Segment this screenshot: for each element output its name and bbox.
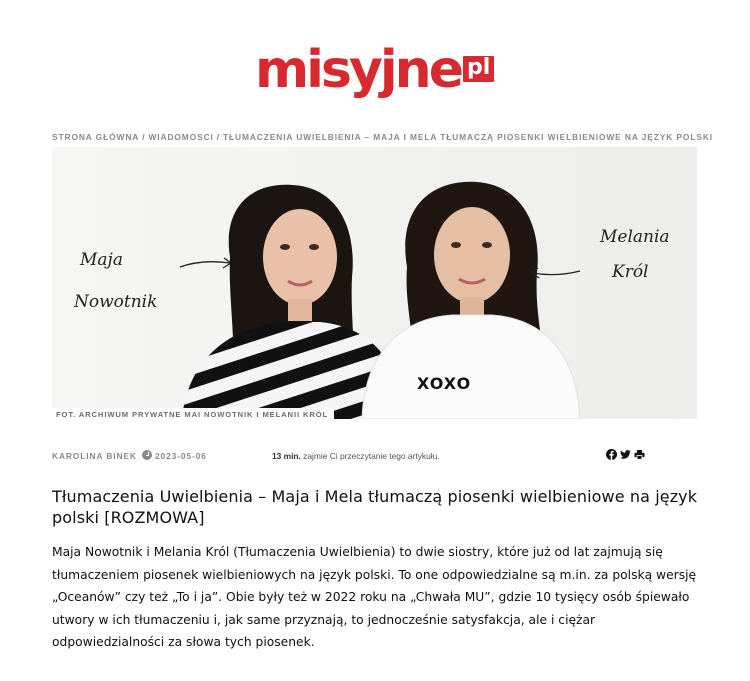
facebook-icon[interactable] [606, 449, 617, 460]
site-logo[interactable] [255, 40, 494, 100]
twitter-icon[interactable] [620, 449, 631, 460]
breadcrumb [52, 132, 712, 142]
logo-domain-badge: pl [463, 56, 494, 82]
hero-right-name-last: Król [612, 262, 649, 282]
breadcrumb-home[interactable]: STRONA GŁÓWNA [52, 132, 140, 142]
hero-shirt-text: XOXO [417, 374, 472, 393]
share-buttons [606, 449, 645, 460]
right-person-face [434, 207, 510, 303]
article-meta [52, 451, 697, 465]
reading-time-minutes: 13 min. [272, 451, 301, 461]
hero-left-name-last: Nowotnik [74, 292, 158, 312]
breadcrumb-current: TŁUMACZENIA UWIELBIENIA – MAJA I MELA TŁUMACZĄ PIOSENKI WIELBIENIOWE NA JĘZYK POLSKI [223, 132, 714, 142]
hero-right-name-first: Melania [600, 227, 670, 247]
article-title: Tłumaczenia Uwielbienia – Maja i Mela tłumaczą piosenki wielbieniowe na język polski [ROZMOWA] [52, 487, 698, 527]
logo-wordmark: misyjne [255, 40, 461, 100]
print-icon[interactable] [634, 449, 645, 460]
breadcrumb-separator: / [142, 132, 146, 142]
image-caption: FOT. ARCHIWUM PRYWATNE MAI NOWOTNIK I MELANII KRÓL [52, 408, 334, 420]
breadcrumb-category[interactable]: WIADOMOSCI [148, 132, 214, 142]
author-link[interactable]: KAROLINA BINEK [52, 451, 137, 461]
reading-time-suffix: zajmie Ci przeczytanie tego artykułu. [300, 451, 440, 461]
breadcrumb-separator: / [216, 132, 220, 142]
hero-photo [52, 147, 697, 419]
reading-time [272, 451, 440, 461]
left-person-face [263, 209, 337, 305]
hero-image [52, 147, 697, 419]
hero-left-name-first: Maja [80, 250, 123, 270]
publish-date: 2023-05-06 [155, 451, 207, 461]
article-lead: Maja Nowotnik i Melania Król (Tłumaczenia Uwielbienia) to dwie siostry, które już od lat zajmują się tłumaczeniem piosenek wielbieniowych na język polski. To one odpowiedzialne są m.in. za polską wersję „Oceanów” czy też „To i ja”. Obie były też w 2022 roku na „Chwała MU”, gdzie 10 tysięcy osób śpiewało utwory w ich tłumaczeniu i, jak same przyznają, to jednocześnie satysfakcja, ale i ciężar odpowiedzialności za słowa tych piosenek. [52, 545, 697, 649]
clock-icon [142, 450, 152, 460]
